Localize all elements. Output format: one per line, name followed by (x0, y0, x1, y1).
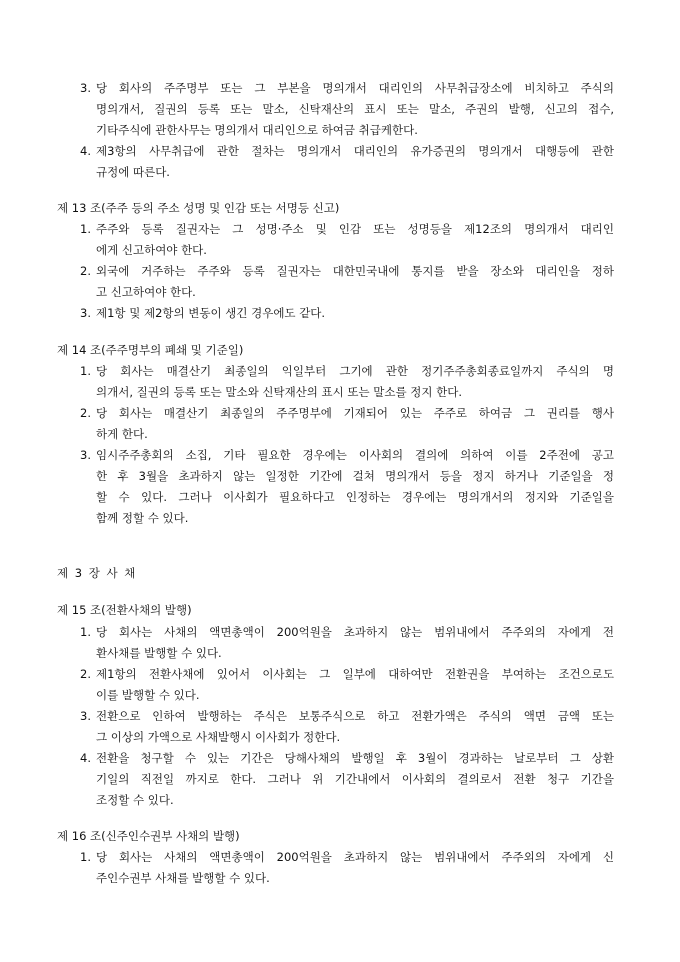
item-text-line: 고 신고하여야 한다. (96, 285, 196, 299)
item-text-line: 주주와 등록 질권자는 그 성명·주소 및 인감 또는 성명등을 제12조의 명의개서 대리인 (96, 222, 614, 236)
item-text-line: 당 회사는 사채의 액면총액이 200억원을 초과하지 않는 범위내에서 주주외의 자에게 신 (96, 850, 614, 864)
item-text-line: 제1항의 전환사채에 있어서 이사회는 그 일부에 대하여만 전환권을 부여하는 조건으로도 (96, 667, 614, 681)
item-number: 2. (80, 667, 91, 681)
chapter-title: 제 3 장 사 채 (57, 566, 136, 580)
item-text-line: 외국에 거주하는 주주와 등록 질권자는 대한민국내에 통지를 받을 장소와 대리인을 정하 (96, 264, 614, 278)
item-text-line: 하게 한다. (96, 427, 148, 441)
item-number: 3. (80, 306, 91, 320)
item-text-line: 제3항의 사무취급에 관한 절차는 명의개서 대리인의 유가증권의 명의개서 대행등에 관한 (96, 144, 614, 158)
item-number: 1. (80, 222, 91, 236)
item-text-line: 에게 신고하여야 한다. (96, 243, 207, 257)
item-number: 1. (80, 625, 91, 639)
item-number: 2. (80, 264, 91, 278)
item-number: 1. (80, 850, 91, 864)
item-text-line: 환사채를 발행할 수 있다. (96, 646, 222, 660)
item-text-line: 당 회사는 매결산기 최종일의 주주명부에 기재되어 있는 주주로 하여금 그 권리를 행사 (96, 406, 614, 420)
item-text-line: 당 회사의 주주명부 또는 그 부본을 명의개서 대리인의 사무취급장소에 비치하고 주식의 (96, 81, 614, 95)
item-text-line: 당 회사는 사채의 액면총액이 200억원을 초과하지 않는 범위내에서 주주외의 자에게 전 (96, 625, 614, 639)
item-text-line: 명의개서, 질권의 등록 또는 말소, 신탁재산의 표시 또는 말소, 주권의 발행, 신고의 접수, (96, 102, 614, 116)
item-text-line: 기타주식에 관한사무는 명의개서 대리인으로 하여금 취급케한다. (96, 123, 418, 137)
item-text-line: 기일의 직전일 까지로 한다. 그러나 위 기간내에서 이사회의 결의로서 전환 청구 기간을 (96, 772, 614, 786)
item-number: 3. (80, 709, 91, 723)
item-number: 1. (80, 364, 91, 378)
item-text-line: 전환을 청구할 수 있는 기간은 당해사채의 발행일 후 3월이 경과하는 날로부터 그 상환 (96, 751, 614, 765)
item-text-line: 당 회사는 매결산기 최종일의 익일부터 그기에 관한 정기주주총회종료일까지 주식의 명 (96, 364, 614, 378)
item-text-line: 조정할 수 있다. (96, 793, 174, 807)
article-title: 제 14 조(주주명부의 폐쇄 및 기준일) (57, 343, 244, 357)
article-title: 제 16 조(신주인수권부 사채의 발행) (57, 829, 240, 843)
article-title: 제 15 조(전환사채의 발행) (57, 603, 192, 617)
item-text-line: 의개서, 질권의 등록 또는 말소와 신탁재산의 표시 또는 말소를 정지 한다. (96, 385, 463, 399)
item-text-line: 한 후 3월을 초과하지 않는 일정한 기간에 걸쳐 명의개서 등을 정지 하거나 기준일을 정 (96, 469, 614, 483)
item-number: 3. (80, 448, 91, 462)
item-text-line: 규정에 따른다. (96, 165, 170, 179)
article-title: 제 13 조(주주 등의 주소 성명 및 인감 또는 서명등 신고) (57, 201, 340, 215)
item-text-line: 전환으로 인하여 발행하는 주식은 보통주식으로 하고 전환가액은 주식의 액면 금액 또는 (96, 709, 614, 723)
item-number: 3. (80, 81, 91, 95)
item-text-line: 주인수권부 사채를 발행할 수 있다. (96, 871, 270, 885)
item-text-line: 이를 발행할 수 있다. (96, 688, 200, 702)
item-number: 2. (80, 406, 91, 420)
item-text-line: 그 이상의 가액으로 사채발행시 이사회가 정한다. (96, 730, 341, 744)
item-text-line: 할 수 있다. 그러나 이사회가 필요하다고 인정하는 경우에는 명의개서의 정지와 기준일을 (96, 490, 614, 504)
item-text-line: 함께 정할 수 있다. (96, 511, 189, 525)
item-text-line: 제1항 및 제2항의 변동이 생긴 경우에도 같다. (96, 306, 326, 320)
item-number: 4. (80, 751, 91, 765)
item-number: 4. (80, 144, 91, 158)
item-text-line: 임시주주총회의 소집, 기타 필요한 경우에는 이사회의 결의에 의하여 이를 2주전에 공고 (96, 448, 614, 462)
